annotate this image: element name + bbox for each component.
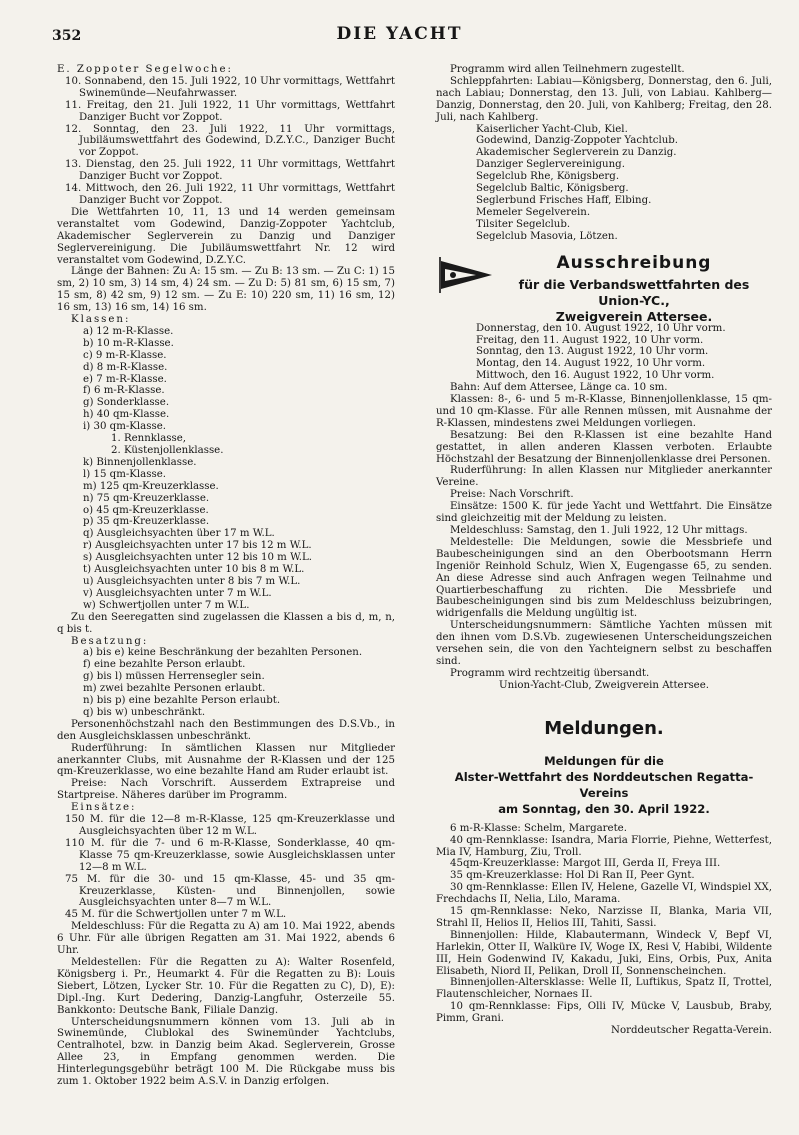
text-paragraph: 75 M. für die 30- und 15 qm-Klasse, 45- und 35 qm-Kreuzerklasse, Küsten- und Binnenjollen, sowie Ausgleichsyachten unter 8—7 m W.L. — [65, 873, 395, 909]
text-paragraph: Meldeschluss: Für die Regatta zu A) am 10. Mai 1922, abends 6 Uhr. Für alle übrigen Regatten am 31. Mai 1922, abends 6 Uhr. — [57, 921, 395, 957]
ausschreibung-heading — [436, 247, 772, 323]
text-paragraph: Binnenjollen-Altersklasse: Welle II, Luftikus, Spatz II, Trottel, Flautenschleicher, Nornaes II. — [436, 977, 772, 1001]
text-paragraph: 15 qm-Rennklasse: Neko, Narzisse II, Blanka, Maria VII, Strahl II, Helios II, Helios III, Tahiti, Sassi. — [436, 906, 772, 929]
text-paragraph: 30 qm-Rennklasse: Ellen IV, Helene, Gazelle VI, Windspiel XX, Frechdachs II, Nelia, Lilo, Marama. — [436, 882, 772, 906]
text-paragraph: p) 35 qm-Kreuzerklasse. — [83, 516, 210, 528]
text-paragraph: w) Schwertjollen unter 7 m W.L. — [83, 599, 250, 611]
text-paragraph: Unterscheidungsnummern: Sämtliche Yachten müssen mit den ihnen vom D.S.Vb. zugewiesenen Unterscheidungszeichen versehen sein, die von den Yachteignern selbst zu beschaffen sind. — [436, 620, 772, 667]
text-paragraph: 35 qm-Kreuzerklasse: Hol Di Ran II, Peer Gynt. — [450, 870, 695, 882]
text-paragraph: q) bis w) unbeschränkt. — [83, 706, 206, 718]
text-paragraph: Sonntag, den 13. August 1922, 10 Uhr vorm. — [476, 346, 709, 358]
text-paragraph: f) eine bezahlte Person erlaubt. — [83, 659, 246, 671]
ausschreibung-subtitle — [496, 277, 772, 325]
text-paragraph: Klassen: — [71, 314, 131, 326]
text-paragraph: g) Sonderklasse. — [83, 397, 170, 409]
text-paragraph: k) Binnenjollenklasse. — [83, 456, 197, 468]
text-paragraph: Einsätze: — [71, 802, 137, 814]
text-paragraph: t) Ausgleichsyachten unter 10 bis 8 m W.L. — [83, 564, 305, 576]
text-paragraph: m) 125 qm-Kreuzerklasse. — [83, 480, 219, 492]
right-column — [436, 64, 772, 1037]
text-paragraph: v) Ausgleichsyachten unter 7 m W.L. — [83, 587, 272, 599]
text-paragraph: b) 10 m-R-Klasse. — [83, 337, 174, 349]
text-paragraph: Schleppfahrten: Labiau—Königsberg, Donnerstag, den 6. Juli, nach Labiau; Donnerstag, den 13. Juli, von Labiau. Kahlberg—Danzig, Donnerstag, den 20. Juli, von Kahlberg; Freitag, den 28. Juli, nach Kahlberg. — [436, 75, 772, 123]
text-paragraph: Preise: Nach Vorschrift. — [450, 489, 574, 501]
meldungen-subtitle-line-1: Meldungen für die — [544, 753, 664, 768]
ausschreibung-subtitle-line-1: für die Verbandswettfahrten des Union-YC., — [518, 276, 750, 308]
text-paragraph: f) 6 m-R-Klasse. — [83, 385, 165, 397]
text-paragraph: Bahn: Auf dem Attersee, Länge ca. 10 sm. — [450, 382, 668, 394]
text-paragraph: Kaiserlicher Yacht-Club, Kiel. — [476, 123, 628, 135]
text-paragraph: Meldeschluss: Samstag, den 1. Juli 1922, 12 Uhr mittags. — [450, 525, 748, 536]
text-paragraph: Ruderführung: In allen Klassen nur Mitglieder anerkannter Vereine. — [436, 465, 772, 489]
ausschreibung-text — [436, 323, 772, 692]
text-paragraph: q) Ausgleichsyachten über 17 m W.L. — [83, 528, 275, 540]
text-paragraph: d) 8 m-R-Klasse. — [83, 361, 168, 373]
text-paragraph: 10. Sonnabend, den 15. Juli 1922, 10 Uhr vormittags, Wettfahrt Swinemünde—Neufahrwasser. — [65, 75, 395, 99]
text-paragraph: Mittwoch, den 16. August 1922, 10 Uhr vorm. — [476, 370, 715, 382]
text-paragraph: Meldestellen: Für die Regatten zu A): Walter Rosenfeld, Königsberg i. Pr., Heumarkt 4. Für die Regatten zu B): Louis Siebert, Lötzen, Lycker Str. 10. Für die Regatten zu C), D), E): Dipl.-Ing. Kurt Dedering, Danzig-Langfuhr, Osterzeile 55. Bankkonto: Deutsche Bank, Filiale Danzig. — [57, 956, 395, 1016]
text-paragraph: 14. Mittwoch, den 26. Juli 1922, 11 Uhr vormittags, Wettfahrt Danziger Bucht vor Zoppot. — [65, 183, 395, 206]
text-paragraph: a) 12 m-R-Klasse. — [83, 325, 174, 337]
text-paragraph: Tilsiter Segelclub. — [476, 218, 571, 230]
text-paragraph: Programm wird allen Teilnehmern zugestellt. — [450, 64, 685, 75]
text-paragraph: h) 40 qm-Klasse. — [83, 409, 170, 421]
text-paragraph: E. Zoppoter Segelwoche: — [57, 64, 233, 75]
text-paragraph: Meldestelle: Die Meldungen, sowie die Messbriefe und Baubescheinigungen sind an den Oberbootsmann Herrn Ingeniör Reinhold Schulz, Wien X, Eugengasse 65, zu senden. An diese Adresse sind auch Anfragen wegen Teilnahme und Quartierbeschaffung zu richten. Die Messbriefe und Baubescheinigungen sind bis zum Meldeschluss beizubringen, widrigenfalls die Meldung ungültig ist. — [436, 536, 772, 620]
text-paragraph: Die Wettfahrten 10, 11, 13 und 14 werden gemeinsam veranstaltet vom Godewind, Danzig-Zoppoter Yachtclub, Akademischer Seglerverein zu Danzig und Danziger Seglervereinigung. Die Jubiläumswettfahrt Nr. 12 wird veranstaltet vom Godewind, D.Z.Y.C. — [57, 206, 395, 266]
text-paragraph: e) 7 m-R-Klasse. — [83, 373, 167, 385]
text-paragraph: l) 15 qm-Klasse. — [83, 468, 166, 480]
text-paragraph: m) zwei bezahlte Personen erlaubt. — [83, 683, 266, 695]
text-paragraph: Donnerstag, den 10. August 1922, 10 Uhr vorm. — [476, 322, 726, 334]
text-paragraph: g) bis l) müssen Herrensegler sein. — [83, 671, 265, 683]
page-header — [0, 20, 799, 44]
text-paragraph: Binnenjollen: Hilde, Klabautermann, Windeck V, Bepf VI, Harlekin, Otter II, Walküre IV, Woge IX, Resi V, Habibi, Wildente III, Hein Godenwind IV, Kakadu, Juki, Eins, Orbis, Pux, Anita Elisabeth, Niord II, Pelikan, Droll II, Sonnenscheinchen. — [436, 929, 772, 977]
text-paragraph: Besatzung: Bei den R-Klassen ist eine bezahlte Hand gestattet, in allen anderen Klassen verboten. Erlaubte Höchstzahl der Besatzung der Binnenjollenklasse drei Personen. — [436, 429, 772, 465]
text-paragraph: 1. Rennklasse, — [111, 433, 187, 445]
text-paragraph: u) Ausgleichsyachten unter 8 bis 7 m W.L. — [83, 575, 301, 587]
text-paragraph: Segelclub Rhe, Königsberg. — [476, 171, 620, 183]
text-paragraph: Ruderführung: In sämtlichen Klassen nur Mitglieder anerkannter Clubs, mit Ausnahme der R-Klassen und der 125 qm-Kreuzerklasse, wo eine bezahlte Hand am Ruder erlaubt ist. — [57, 742, 395, 778]
text-paragraph: 10 qm-Rennklasse: Fips, Olli IV, Mücke V, Lausbub, Braby, Pimm, Grani. — [436, 1001, 772, 1025]
text-paragraph: n) bis p) eine bezahlte Person erlaubt. — [83, 695, 281, 707]
text-paragraph: Besatzung: — [71, 635, 149, 647]
text-paragraph: n) 75 qm-Kreuzerklasse. — [83, 492, 210, 504]
meldungen-text — [436, 823, 772, 1037]
left-column — [57, 64, 395, 1088]
text-paragraph: a) bis e) keine Beschränkung der bezahlten Personen. — [83, 647, 363, 659]
text-paragraph: Norddeutscher Regatta-Verein. — [611, 1025, 772, 1037]
right-column-top-text — [436, 64, 772, 243]
text-paragraph: Länge der Bahnen: Zu A: 15 sm. — Zu B: 13 sm. — Zu C: 1) 15 sm, 2) 10 sm, 3) 14 sm, 4) 24 sm. — Zu D: 5) 81 sm, 6) 15 sm, 7) 15 sm, 8) 42 sm, 9) 12 sm. — Zu E: 10) 220 sm, 11) 16 sm, 12) 16 sm, 13) 16 sm, 14) 16 sm. — [57, 266, 395, 314]
text-paragraph: c) 9 m-R-Klasse. — [83, 349, 167, 361]
text-paragraph: Montag, den 14. August 1922, 10 Uhr vorm. — [476, 358, 706, 370]
text-paragraph: 13. Dienstag, den 25. Juli 1922, 11 Uhr vormittags, Wettfahrt Danziger Bucht vor Zoppot. — [65, 159, 395, 183]
running-title: DIE YACHT — [336, 24, 463, 44]
meldungen-title: Meldungen. — [544, 717, 664, 739]
ausschreibung-title: Ausschreibung — [556, 252, 712, 273]
text-paragraph: s) Ausgleichsyachten unter 12 bis 10 m W.L. — [83, 552, 312, 564]
text-paragraph: Klassen: 8-, 6- und 5 m-R-Klasse, Binnenjollenklasse, 15 qm- und 10 qm-Klasse. Für alle Rennen müssen, mit Ausnahme der R-Klassen, mindestens zwei Meldungen vorliegen. — [436, 394, 772, 429]
text-paragraph: Freitag, den 11. August 1922, 10 Uhr vorm. — [476, 334, 704, 346]
text-paragraph: 12. Sonntag, den 23. Juli 1922, 11 Uhr vormittags, Jubiläumswettfahrt des Godewind, D.Z.Y.C., Danziger Bucht vor Zoppot. — [65, 123, 395, 159]
text-paragraph: Memeler Segelverein. — [476, 206, 591, 218]
text-paragraph: 11. Freitag, den 21. Juli 1922, 11 Uhr vormittags, Wettfahrt Danziger Bucht vor Zoppot. — [65, 99, 395, 123]
text-paragraph: Godewind, Danzig-Zoppoter Yachtclub. — [476, 135, 679, 147]
page-number: 352 — [52, 28, 82, 44]
text-paragraph: 40 qm-Rennklasse: Isandra, Maria Florrie, Piehne, Wetterfest, Mia IV, Hamburg, Ziu, Troll. — [436, 834, 772, 858]
text-paragraph: Akademischer Seglerverein zu Danzig. — [476, 147, 677, 159]
text-paragraph: 45qm-Kreuzerklasse: Margot III, Gerda II, Freya III. — [450, 858, 721, 870]
text-paragraph: Danziger Seglervereinigung. — [476, 159, 625, 171]
text-paragraph: 2. Küstenjollenklasse. — [111, 445, 224, 456]
text-paragraph: Unterscheidungsnummern können vom 13. Juli ab in Swinemünde, Clublokal des Swinemünder Yachtclubs, Centralhotel, bzw. in Danzig beim Akad. Seglerverein, Grosse Allee 23, in Empfang genommen werden. Die Hinterlegungsgebühr beträgt 100 M. Die Rückgabe muss bis zum 1. Oktober 1922 beim A.S.V. in Danzig erfolgen. — [57, 1016, 395, 1088]
text-paragraph: Personenhöchstzahl nach den Bestimmungen des D.S.Vb., in den Ausgleichsklassen unbeschränkt. — [57, 718, 395, 742]
club-pennant-icon — [436, 255, 494, 295]
text-paragraph: Zu den Seeregatten sind zugelassen die Klassen a bis d, m, n, q bis t. — [57, 611, 395, 635]
left-column-text — [57, 64, 395, 1088]
text-paragraph: 110 M. für die 7- und 6 m-R-Klasse, Sonderklasse, 40 qm-Klasse 75 qm-Kreuzerklasse, sowie Ausgleichsklassen unter 12—8 m W.L. — [65, 837, 395, 873]
text-paragraph: Seglerbund Frisches Haff, Elbing. — [476, 194, 652, 206]
ausschreibung-subtitle-line-2: Zweigverein Attersee. — [555, 308, 713, 324]
text-paragraph: 150 M. für die 12—8 m-R-Klasse, 125 qm-Kreuzerklasse und Ausgleichsyachten über 12 m W.L. — [65, 814, 395, 837]
meldungen-subtitle-line-3: am Sonntag, den 30. April 1922. — [498, 801, 710, 816]
text-paragraph: Einsätze: 1500 K. für jede Yacht und Wettfahrt. Die Einsätze sind gleichzeitig mit der Meldung zu leisten. — [436, 501, 772, 525]
text-paragraph: Union-Yacht-Club, Zweigverein Attersee. — [499, 679, 709, 691]
text-paragraph: o) 45 qm-Kreuzerklasse. — [83, 504, 209, 516]
text-paragraph: Segelclub Masovia, Lötzen. — [476, 230, 618, 242]
text-paragraph: i) 30 qm-Klasse. — [83, 421, 166, 433]
text-paragraph: Segelclub Baltic, Königsberg. — [476, 183, 629, 195]
text-paragraph: 45 M. für die Schwertjollen unter 7 m W.L. — [65, 909, 287, 921]
text-paragraph: r) Ausgleichsyachten unter 17 bis 12 m W.L. — [83, 540, 312, 552]
text-paragraph: Preise: Nach Vorschrift. Ausserdem Extrapreise und Startpreise. Näheres darüber im Programm. — [57, 778, 395, 802]
text-paragraph: 6 m-R-Klasse: Schelm, Margarete. — [450, 822, 627, 834]
text-paragraph: Programm wird rechtzeitig übersandt. — [450, 667, 650, 679]
meldungen-subtitle-line-2: Alster-Wettfahrt des Norddeutschen Regatta-Vereins — [454, 769, 754, 800]
meldungen-subtitle — [436, 753, 772, 817]
